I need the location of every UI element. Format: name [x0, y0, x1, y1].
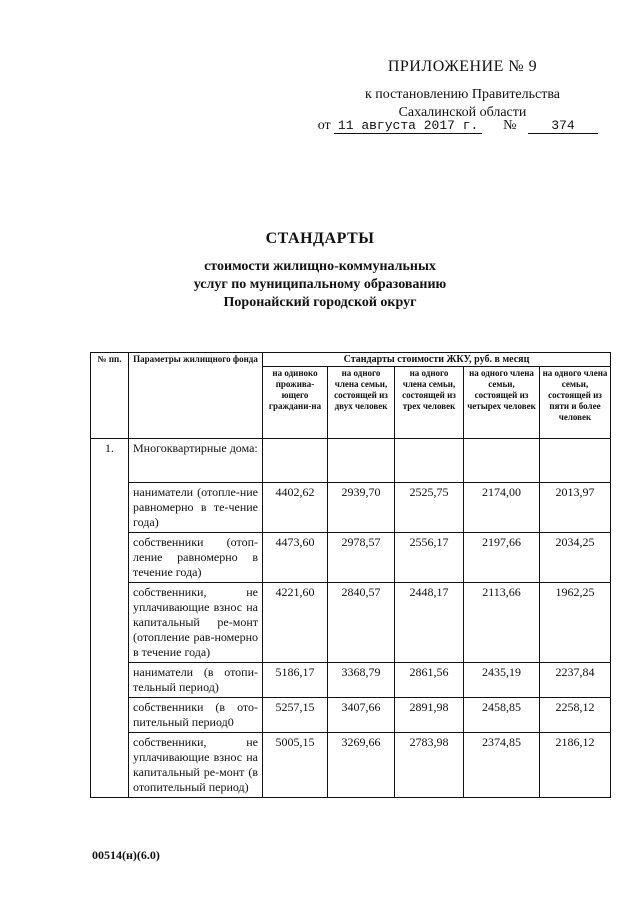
cell-value: 4473,60 — [263, 533, 328, 583]
cell-value: 1962,25 — [540, 583, 611, 663]
decree-reference: к постановлению Правительства — [364, 87, 560, 102]
date-prefix: от — [317, 118, 331, 133]
standards-table — [90, 352, 611, 798]
table-row — [91, 733, 611, 798]
cell-value: 2186,12 — [540, 733, 611, 798]
cell-value: 5005,15 — [263, 733, 328, 798]
cell-value: 2374,85 — [464, 733, 540, 798]
col-header-group: Стандарты стоимости ЖКУ, руб. в месяц — [263, 353, 611, 367]
table-row — [91, 583, 611, 663]
sub-header-4: на одного члена семьи, состоящей из четырех человек — [464, 367, 540, 439]
appendix-title: ПРИЛОЖЕНИЕ № 9 — [387, 58, 538, 75]
col-header-number: № пп. — [91, 353, 129, 439]
cell-value: 5257,15 — [263, 698, 328, 733]
sub-header-1: на одиноко прожива-ющего граждани-на — [263, 367, 328, 439]
cell-value: 2013,97 — [540, 483, 611, 533]
cell-value: 2978,57 — [328, 533, 395, 583]
sub-header-3: на одного члена семьи, состоящей из трех человек — [395, 367, 464, 439]
cell-value: 4402,62 — [263, 483, 328, 533]
table-row — [91, 698, 611, 733]
document-heading: СТАНДАРТЫ — [265, 230, 375, 247]
table-row — [91, 439, 611, 483]
row-label: наниматели (в отопи-тельный период) — [129, 663, 263, 698]
subheading-line-3: Поронайский городской округ — [223, 295, 417, 310]
cell-value: 3269,66 — [328, 733, 395, 798]
cell-value: 2258,12 — [540, 698, 611, 733]
appendix-header — [365, 58, 560, 122]
cell-value: 4221,60 — [263, 583, 328, 663]
cell-value: 2237,84 — [540, 663, 611, 698]
cell-value: 2174,00 — [464, 483, 540, 533]
cell-value: 2840,57 — [328, 583, 395, 663]
cell-value: 3368,79 — [328, 663, 395, 698]
row-label: собственники (отоп-ление равномерно в течение года) — [129, 533, 263, 583]
cell-value: 2113,66 — [464, 583, 540, 663]
row-label: наниматели (отопле-ние равномерно в те-чение года) — [129, 483, 263, 533]
cell-value: 2034,25 — [540, 533, 611, 583]
subheading-line-2: услуг по муниципальному образованию — [193, 277, 447, 292]
region-name: Сахалинской области — [398, 105, 527, 120]
table-row — [91, 533, 611, 583]
cell-value: 3407,66 — [328, 698, 395, 733]
cell-value: 2783,98 — [395, 733, 464, 798]
section-label: Многоквартирные дома: — [129, 439, 263, 483]
row-label: собственники, не уплачивающие взнос на капитальный ре-монт (отопление рав-номерно в течение года) — [129, 583, 263, 663]
sub-header-2: на одного члена семьи, состоящей из двух человек — [328, 367, 395, 439]
cell-value: 2556,17 — [395, 533, 464, 583]
cell-value: 2458,85 — [464, 698, 540, 733]
decree-date: 11 августа 2017 г. — [334, 118, 482, 134]
decree-date-number — [318, 118, 598, 134]
cell-value: 2525,75 — [395, 483, 464, 533]
cell-value: 2861,56 — [395, 663, 464, 698]
cell-value: 2939,70 — [328, 483, 395, 533]
cell-value: 2435,19 — [464, 663, 540, 698]
section-index: 1. — [91, 439, 129, 798]
table-row — [91, 663, 611, 698]
number-prefix: № — [503, 118, 517, 133]
col-header-params: Параметры жилищного фонда — [129, 353, 263, 439]
cell-value: 5186,17 — [263, 663, 328, 698]
subheading-line-1: стоимости жилищно-коммунальных — [204, 259, 436, 274]
cell-value: 2448,17 — [395, 583, 464, 663]
decree-number: 374 — [528, 118, 598, 134]
sub-header-5: на одного члена семьи, состоящей из пяти и более человек — [540, 367, 611, 439]
cell-value: 2197,66 — [464, 533, 540, 583]
form-code: 00514(н)(6.0) — [92, 848, 160, 862]
document-subheading — [0, 258, 640, 312]
cell-value: 2891,98 — [395, 698, 464, 733]
row-label: собственники (в ото-пительный период0 — [129, 698, 263, 733]
table-row — [91, 483, 611, 533]
row-label: собственники, не уплачивающие взнос на капитальный ре-монт (в отопительный период) — [129, 733, 263, 798]
